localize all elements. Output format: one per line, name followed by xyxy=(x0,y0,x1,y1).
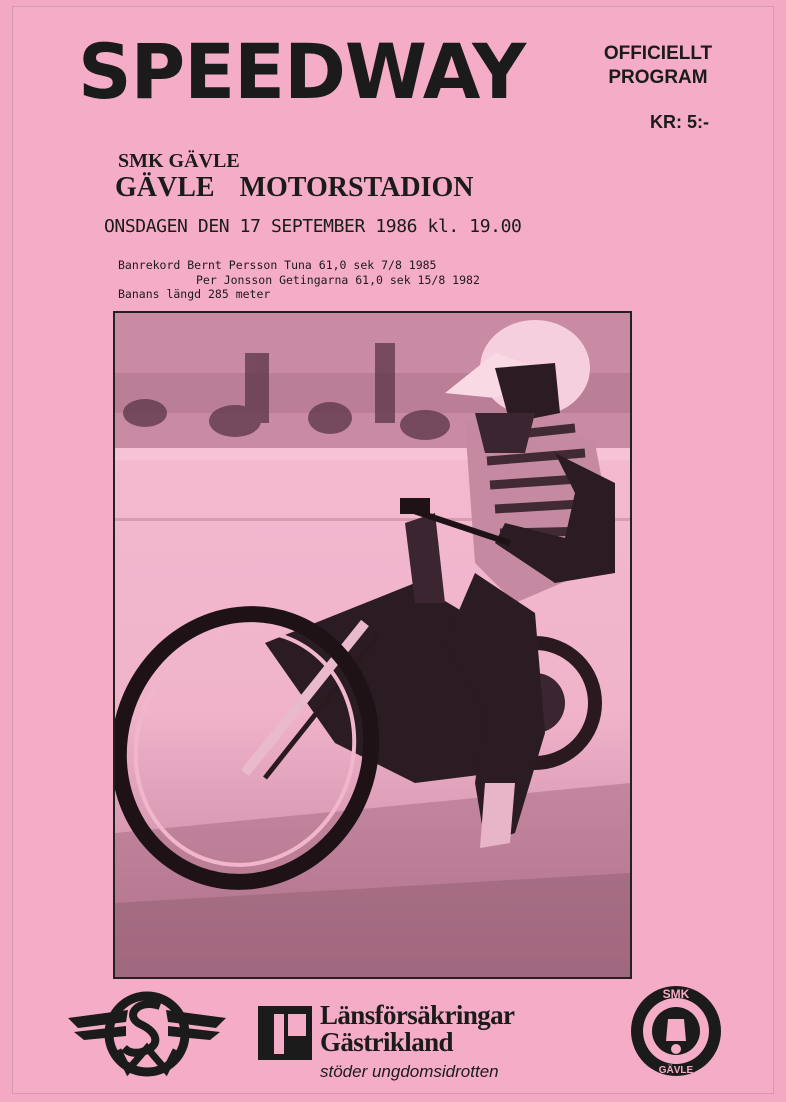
track-records xyxy=(118,258,480,302)
badge-top-text: SMK xyxy=(662,987,690,1001)
cover-title: SPEEDWAY xyxy=(78,27,526,116)
sponsor-name xyxy=(320,1002,514,1056)
record-line-3: Banans längd 285 meter xyxy=(118,287,271,301)
speedway-rider-photo xyxy=(113,311,632,979)
official-line-1: OFFICIELLT xyxy=(603,43,713,64)
official-line-2: PROGRAM xyxy=(608,67,708,88)
sponsor-line-1: Länsförsäkringar xyxy=(320,1000,515,1030)
club-name: SMK GÄVLE xyxy=(118,150,240,172)
winged-sm-emblem-icon xyxy=(68,988,226,1084)
sponsor-tagline: stöder ungdomsidrotten xyxy=(320,1062,499,1081)
record-line-2: Per Jonsson Getingarna 61,0 sek 15/8 1982 xyxy=(196,272,480,287)
event-date: ONSDAGEN DEN 17 SEPTEMBER 1986 kl. 19.00 xyxy=(104,216,522,237)
badge-bottom-text: GÄVLE xyxy=(658,1065,694,1076)
sponsor-logo-icon xyxy=(258,1006,312,1060)
sponsor-line-2: Gästrikland xyxy=(320,1027,453,1057)
official-program-label xyxy=(596,42,720,90)
venue-name: GÄVLE MOTORSTADION xyxy=(115,172,474,203)
price-label: KR: 5:- xyxy=(650,112,709,132)
smk-gavle-badge-icon xyxy=(628,983,724,1079)
record-line-1: Banrekord Bernt Persson Tuna 61,0 sek 7/8 1985 xyxy=(118,258,437,272)
rider-illustration xyxy=(115,313,630,977)
